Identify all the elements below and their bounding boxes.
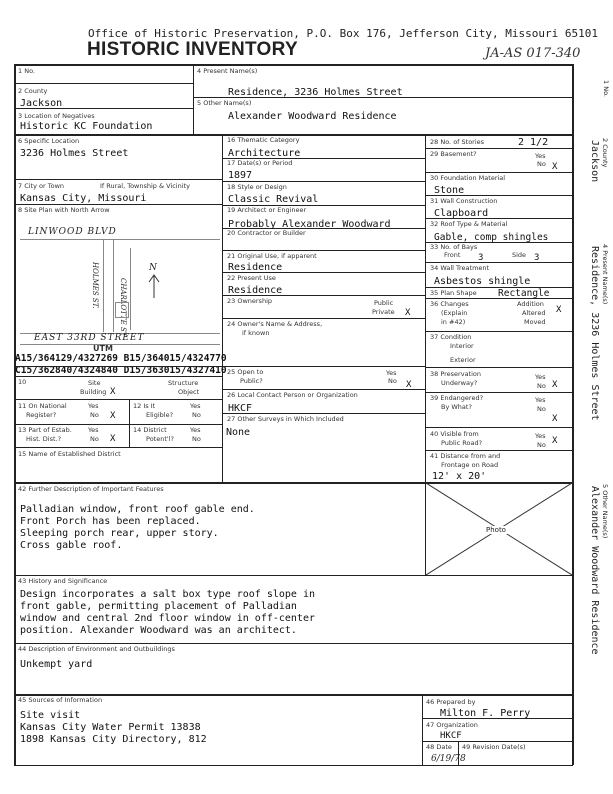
field-39-mark[interactable]: X [552,414,558,424]
field-30-value[interactable]: Stone [434,185,465,196]
field-28-label: 28 No. of Stories [430,138,485,146]
field-45-label: 45 Sources of Information [18,696,103,704]
field-2-value[interactable]: Jackson [20,98,63,109]
sketch-road-line-top [20,239,220,240]
sketch-road-left-2 [113,240,114,332]
field-4-label: 4 Present Name(s) [197,67,258,75]
field-12-no: No [192,411,201,419]
field-13-yes: Yes [88,426,99,434]
field-14-label: 14 District [133,426,167,434]
field-7-label2: If Rural, Township & Vicinity [100,182,190,190]
field-25-yes: Yes [386,369,397,377]
field-29-label: 29 Basement? [430,150,477,158]
field-13-no: No [90,435,99,443]
field-11-label2: Register? [26,411,57,419]
field-17-label: 17 Date(s) or Period [227,159,293,167]
field-36-mark[interactable]: X [556,305,562,315]
field-45-line-3[interactable]: 1898 Kansas City Directory, 812 [20,734,207,745]
field-22-value[interactable]: Residence [228,285,283,296]
field-44-label: 44 Description of Environment and Outbuildings [18,645,175,653]
sketch-street-top: LINWOOD BLVD [28,227,117,237]
field-46-value[interactable]: Milton F. Perry [440,708,531,719]
field-12-yes: Yes [190,402,201,410]
field-7-label: 7 City or Town [18,182,65,190]
margin-county-label: 2 County [601,138,609,168]
field-24-label2: if known [242,329,270,337]
sketch-street-right: CHARLOTTE ST [119,278,127,337]
field-27-label: 27 Other Surveys in Which Included [227,415,344,423]
page-title: HISTORIC INVENTORY [87,39,298,60]
field-19-value[interactable]: Probably Alexander Woodward [228,219,391,230]
utm-title: UTM [93,344,113,353]
field-31-label: 31 Wall Construction [430,197,498,205]
field-10-structure: Structure [168,379,199,387]
field-23-public: Public [374,299,394,307]
photo-label: Photo [486,526,506,534]
field-10-building-mark[interactable]: X [110,387,116,397]
field-10-object: Object [178,388,200,396]
field-38-mark[interactable]: X [552,380,558,390]
margin-present-name-label: 4 Present Name(s) [601,244,609,305]
frame-right [572,64,574,765]
field-29-mark[interactable]: X [552,162,558,172]
north-label: N [149,263,157,273]
field-16-label: 16 Thematic Category [227,136,300,144]
field-16-value[interactable]: Architecture [228,148,301,159]
field-37-label: 37 Condition [430,333,472,341]
field-8-label: 8 Site Plan with North Arrow [18,206,110,214]
field-1-label: 1 No. [18,67,35,75]
field-38-label: 38 Preservation [430,370,482,378]
field-34-value[interactable]: Asbestos shingle [434,276,531,287]
sketch-road-right [130,248,131,330]
field-43-label: 43 History and Significance [18,577,108,585]
field-18-value[interactable]: Classic Revival [228,194,319,205]
field-41-label: 41 Distance from and [430,452,501,460]
utm-line-2: C15/362840/4324840 D15/363015/4327410 [15,365,227,376]
field-13-label: 13 Part of Estab. [18,426,72,434]
utm-line-1: A15/364129/4327269 B15/364015/4324770 [15,353,227,364]
field-27-value[interactable]: None [226,427,251,438]
field-17-value[interactable]: 1897 [228,170,253,181]
field-20-label: 20 Contractor or Builder [227,229,306,237]
field-37-exterior: Exterior [450,356,476,364]
field-28-value[interactable]: 2 1/2 [518,137,549,148]
field-34-label: 34 Wall Treatment [430,264,490,272]
frame-bottom [14,765,573,766]
field-25-label2: Public? [240,377,263,385]
margin-other-name-value: Alexander Woodward Residence [589,486,600,655]
field-13-mark[interactable]: X [110,434,116,444]
field-24-label: 24 Owner's Name & Address, [227,320,323,328]
field-10-num: 10 [18,378,27,386]
field-38-yes: Yes [535,373,546,381]
field-22-label: 22 Present Use [227,274,276,282]
field-6-label: 6 Specific Location [18,137,80,145]
field-15-label: 15 Name of Established District [18,450,121,458]
field-43-line-1[interactable]: Design incorporates a salt box type roof slope in [20,589,316,600]
field-36-addition: Addition [517,300,544,308]
margin-present-name-value: Residence, 3236 Holmes Street [589,246,600,421]
field-40-yes: Yes [535,432,546,440]
field-14-yes: Yes [190,426,201,434]
sketch-house [115,302,129,318]
field-36-l2: (Explain [441,309,468,317]
field-48-label: 48 Date [426,743,452,751]
field-25-no: No [388,377,397,385]
field-36-l3: in #42) [441,318,466,326]
field-37-interior: Interior [450,342,474,350]
field-39-yes: Yes [535,396,546,404]
sketch-street-left: HOLMES ST. [91,262,99,309]
field-18-label: 18 Style or Design [227,183,287,191]
margin-other-name-label: 5 Other Name(s) [601,484,609,539]
field-23-label: 23 Ownership [227,297,272,305]
sketch-road-left-1 [103,240,104,332]
field-40-label: 40 Visible from [430,430,479,438]
field-12-label: 12 Is It [133,402,156,410]
field-3-value[interactable]: Historic KC Foundation [20,121,153,132]
field-21-label: 21 Original Use, if apparent [227,252,317,260]
field-42-line-1[interactable]: Palladian window, front roof gable end. [20,504,255,515]
field-11-mark[interactable]: X [110,411,116,421]
field-49-label: 49 Revision Date(s) [462,743,526,751]
field-42-label: 42 Further Description of Important Features [18,485,164,493]
field-23-mark[interactable]: X [405,308,411,318]
field-5-value[interactable]: Alexander Woodward Residence [228,111,397,122]
field-41-value[interactable]: 12' x 20' [432,471,487,482]
field-6-value[interactable]: 3236 Holmes Street [20,148,129,159]
field-43-line-3[interactable]: window and central 2nd floor window in off-center [20,613,316,624]
field-40-mark[interactable]: X [552,436,558,446]
field-45-line-2[interactable]: Kansas City Water Permit 13838 [20,722,201,733]
field-32-value[interactable]: Gable, comp shingles [434,232,549,243]
field-40-no: No [537,441,546,449]
field-33-side-value[interactable]: 3 [534,253,540,263]
field-42-line-4[interactable]: Cross gable roof. [20,540,123,551]
field-45-line-1[interactable]: Site visit [20,710,81,721]
field-48-value[interactable]: 6/19/78 [431,754,466,764]
field-35-value[interactable]: Rectangle [498,288,550,299]
field-4-value[interactable]: Residence, 3236 Holmes Street [228,87,403,98]
field-43-line-2[interactable]: front gable, permitting placement of Palladian [20,601,297,612]
field-26-label: 26 Local Contact Person or Organization [227,391,358,399]
field-29-no: No [537,160,546,168]
field-14-label2: Potent'l? [146,435,174,443]
field-44-value[interactable]: Unkempt yard [20,659,93,670]
frame-left [14,64,16,765]
field-26-value[interactable]: HKCF [228,403,253,414]
sketch-street-bottom: EAST 33RD STREET [34,333,145,343]
field-39-no: No [537,405,546,413]
field-23-private: Private [372,308,395,316]
field-11-no: No [90,411,99,419]
office-address: Office of Historic Preservation, P.O. Box 176, Jefferson City, Missouri 65101 [88,27,598,40]
frame-top [14,64,573,66]
field-40-label2: Public Road? [441,439,483,447]
field-10-site: Site [88,379,101,387]
field-39-label: 39 Endangered? [430,394,484,402]
field-33-front: Front [444,251,461,259]
field-5-label: 5 Other Name(s) [197,99,252,107]
field-11-label: 11 On National [18,402,67,410]
field-42-line-3[interactable]: Sleeping porch rear, upper story. [20,528,219,539]
field-47-value[interactable]: HKCF [440,731,462,741]
field-43-line-4[interactable]: position. Alexander Woodward was an architect. [20,625,297,636]
margin-county-value: Jackson [589,140,600,183]
field-14-no: No [192,435,201,443]
field-13-label2: Hist. Dist.? [26,435,62,443]
field-32-label: 32 Roof Type & Material [430,220,508,228]
north-arrow-icon [147,273,161,299]
field-10-building: Building [80,388,107,396]
field-36-moved: Moved [524,318,546,326]
field-35-label: 35 Plan Shape [430,289,477,297]
field-29-yes: Yes [535,152,546,160]
field-2-label: 2 County [18,87,48,95]
field-33-label: 33 No. of Bays [430,243,478,251]
field-47-label: 47 Organization [426,721,478,729]
margin-no: 1 No. [602,80,610,97]
field-25-mark[interactable]: X [406,380,412,390]
field-3-label: 3 Location of Negatives [18,112,95,120]
field-11-yes: Yes [88,402,99,410]
field-39-label2: By What? [441,403,472,411]
field-36-label: 36 Changes [430,300,469,308]
field-36-altered: Altered [522,309,546,317]
field-38-no: No [537,382,546,390]
field-41-label2: Frontage on Road [441,461,499,469]
field-42-line-2[interactable]: Front Porch has been replaced. [20,516,201,527]
field-33-front-value[interactable]: 3 [478,253,484,263]
handwritten-id: JA-AS 017-340 [485,46,581,61]
field-7-value[interactable]: Kansas City, Missouri [20,193,147,204]
field-19-label: 19 Architect or Engineer [227,206,307,214]
field-12-label2: Eligible? [146,411,174,419]
sketch-road-line-bottom-2 [20,344,220,345]
field-38-label2: Underway? [441,379,478,387]
field-31-value[interactable]: Clapboard [434,208,489,219]
field-25-label: 25 Open to [227,368,264,376]
field-21-value[interactable]: Residence [228,262,283,273]
field-33-side: Side [512,251,527,259]
field-30-label: 30 Foundation Material [430,174,506,182]
field-46-label: 46 Prepared by [426,698,476,706]
